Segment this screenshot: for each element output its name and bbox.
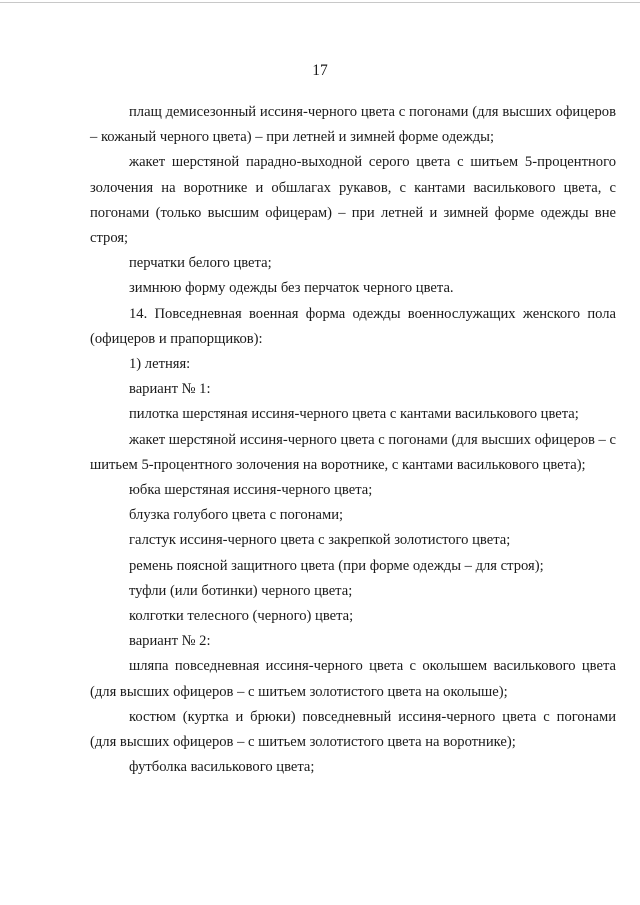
paragraph-section-14: 14. Повседневная военная форма одежды военнослужащих женского пола (офицеров и прапорщиков):: [90, 305, 616, 347]
paragraph-hat: шляпа повседневная иссиня-черного цвета с околышем василькового цвета (для высших офицеров – с шитьем золотистого цвета на околыше);: [90, 658, 616, 700]
document-body: [90, 100, 616, 780]
paragraph-wool-jacket: жакет шерстяной иссиня-черного цвета с погонами (для высших офицеров – с шитьем 5-процентного золочения на воротнике, с кантами василькового цвета);: [90, 431, 616, 473]
paragraph-tights: колготки телесного (черного) цвета;: [129, 608, 354, 625]
paragraph-blouse: блузка голубого цвета с погонами;: [129, 507, 344, 524]
page-number: 17: [312, 62, 328, 79]
paragraph-variant-2: вариант № 2:: [129, 633, 211, 650]
paragraph-tie: галстук иссиня-черного цвета с закрепкой золотистого цвета;: [129, 532, 511, 549]
paragraph-suit: костюм (куртка и брюки) повседневный иссиня-черного цвета с погонами (для высших офицеров – с шитьем золотистого цвета на воротнике);: [90, 708, 616, 751]
paragraph-summer-heading: 1) летняя:: [129, 356, 191, 373]
scan-top-edge: [0, 2, 640, 3]
paragraph-variant-1: вариант № 1:: [129, 381, 211, 398]
paragraph-belt: ремень поясной защитного цвета (при форме одежды – для строя);: [129, 557, 544, 574]
paragraph-shoes: туфли (или ботинки) черного цвета;: [129, 582, 353, 599]
paragraph-dress-jacket: жакет шерстяной парадно-выходной серого цвета с шитьем 5-процентного золочения на воротнике и обшлагах рукавов, с кантами василькового цвета, с погонами (только высшим офицерам) – при летней и зимней форме одежды вне строя;: [90, 154, 616, 247]
paragraph-winter-form: зимнюю форму одежды без перчаток черного цвета.: [129, 280, 454, 297]
paragraph-garrison-cap: пилотка шерстяная иссиня-черного цвета с кантами василькового цвета;: [129, 406, 579, 423]
paragraph-skirt: юбка шерстяная иссиня-черного цвета;: [129, 482, 373, 499]
paragraph-coat: плащ демисезонный иссиня-черного цвета с погонами (для высших офицеров – кожаный черного цвета) – при летней и зимней форме одежды;: [90, 104, 616, 146]
paragraph-white-gloves: перчатки белого цвета;: [129, 255, 272, 272]
paragraph-tshirt: футболка василькового цвета;: [129, 759, 315, 776]
